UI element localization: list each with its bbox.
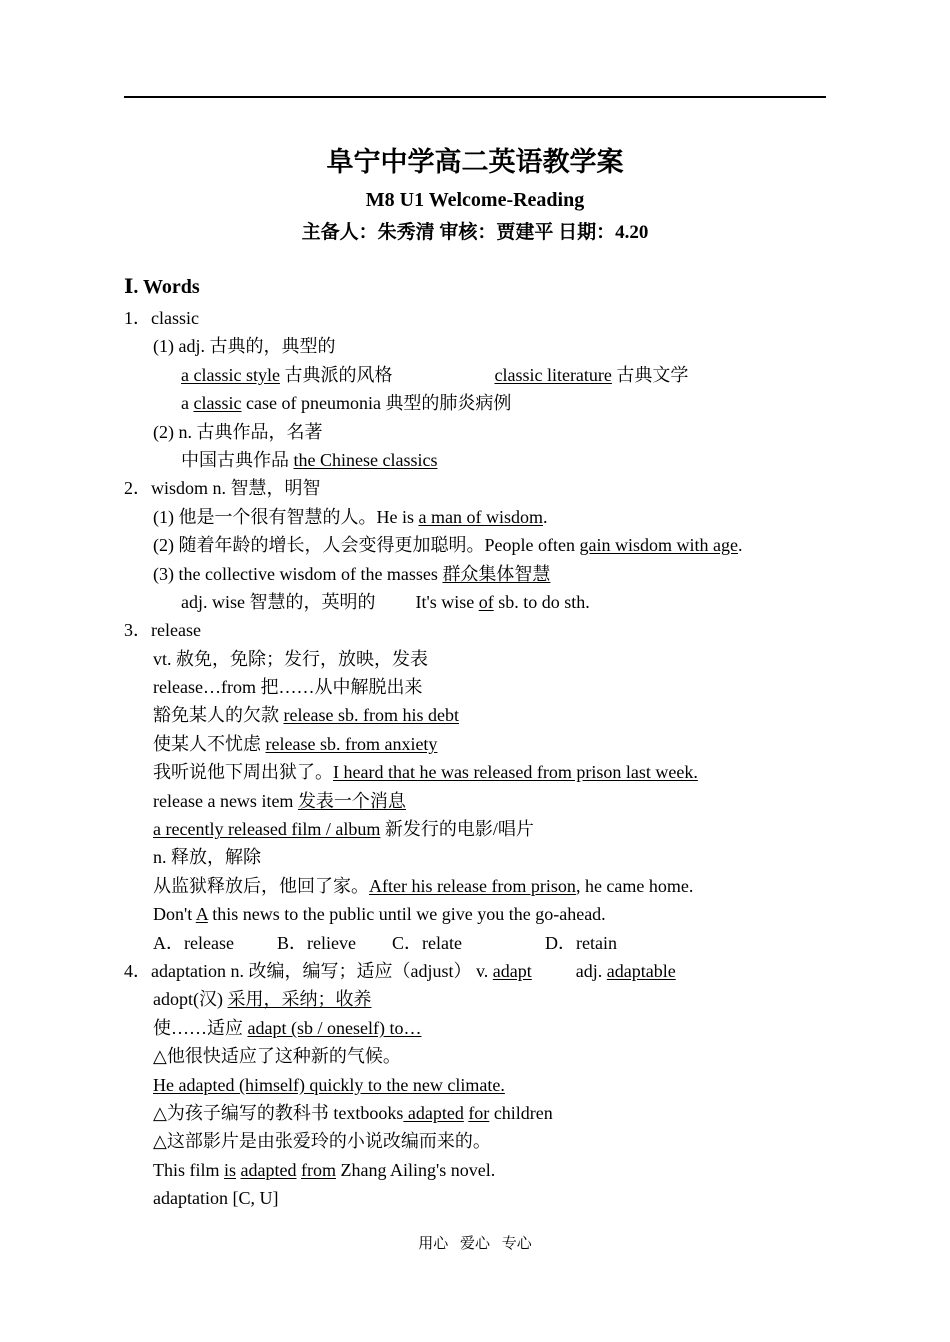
release-line-3: 豁免某人的欠款 release sb. from his debt: [153, 705, 459, 726]
release-line-7: a recently released film / album 新发行的电影/唱片: [153, 819, 534, 840]
page-title: 阜宁中学高二英语教学案: [326, 147, 624, 177]
adaptation-line-8: adaptation [C, U]: [153, 1188, 279, 1209]
classic-example-2: a classic case of pneumonia 典型的肺炎病例: [181, 393, 512, 414]
wisdom-adj-line: adj. wise 智慧的，英明的 It's wise of sb. to do sth.: [181, 591, 590, 612]
release-line-2: release…from 把……从中解脱出来: [153, 677, 423, 698]
release-options: [124, 929, 834, 957]
wisdom-example-2: (2) 随着年龄的增长，人会变得更加聪明。People often gain wisdom with age.: [153, 535, 743, 556]
author-meta: 主备人：朱秀清 审核：贾建平 日期：4.20: [301, 222, 649, 243]
option-c: C．relate: [392, 932, 462, 953]
release-line-5: 我听说他下周出狱了。I heard that he was released from prison last week.: [153, 762, 698, 783]
option-a: A．release: [153, 932, 234, 953]
release-line-1: vt. 赦免，免除；发行，放映，发表: [153, 648, 428, 669]
adaptation-line-6: △这部影片是由张爱玲的小说改编而来的。: [153, 1131, 491, 1152]
page-footer: 用心 爱心 专心: [418, 1236, 532, 1252]
header-rule: [124, 96, 826, 98]
option-b: B．relieve: [277, 932, 356, 953]
option-d: D．retain: [545, 932, 617, 953]
adaptation-line-7: This film is adapted from Zhang Ailing's novel.: [153, 1159, 496, 1180]
entry-wisdom-head: 2．wisdom n. 智慧，明智: [124, 478, 321, 499]
adaptation-line-2: 使……适应 adapt (sb / oneself) to…: [153, 1017, 422, 1038]
classic-example-1: a classic style 古典派的风格 classic literature 古典文学: [181, 364, 689, 385]
entry-adaptation-head: 4．adaptation n. 改编，编写；适应（adjust） v. adapt adj. adaptable: [124, 960, 676, 981]
adaptation-line-3: △他很快适应了这种新的气候。: [153, 1046, 401, 1067]
wisdom-example-1: (1) 他是一个很有智慧的人。He is a man of wisdom.: [153, 506, 548, 527]
adaptation-line-1: adopt(汉) 采用，采纳；收养: [153, 989, 372, 1010]
entry-classic-head: 1．classic: [124, 308, 199, 328]
document-body: [124, 270, 834, 1213]
wisdom-example-3: (3) the collective wisdom of the masses 群众集体智慧: [153, 563, 551, 584]
release-line-9: 从监狱释放后，他回了家。After his release from prison, he came home.: [153, 875, 694, 896]
adaptation-line-4: He adapted (himself) quickly to the new climate.: [153, 1074, 505, 1095]
classic-sense-1: (1) adj. 古典的，典型的: [153, 336, 336, 357]
release-line-8: n. 释放，解除: [153, 847, 261, 868]
entry-release-head: 3．release: [124, 620, 201, 641]
release-line-6: release a news item 发表一个消息: [153, 790, 406, 811]
release-line-10: Don't A this news to the public until we give you the go-ahead.: [153, 904, 606, 925]
section-heading: Ⅰ. Words: [124, 276, 200, 298]
adaptation-line-5: △为孩子编写的教科书 textbooks adapted for children: [153, 1102, 553, 1123]
classic-example-3: 中国古典作品 the Chinese classics: [181, 449, 438, 470]
lesson-subtitle: M8 U1 Welcome-Reading: [365, 189, 585, 211]
classic-sense-2: (2) n. 古典作品，名著: [153, 421, 323, 442]
release-line-4: 使某人不忧虑 release sb. from anxiety: [153, 733, 438, 754]
